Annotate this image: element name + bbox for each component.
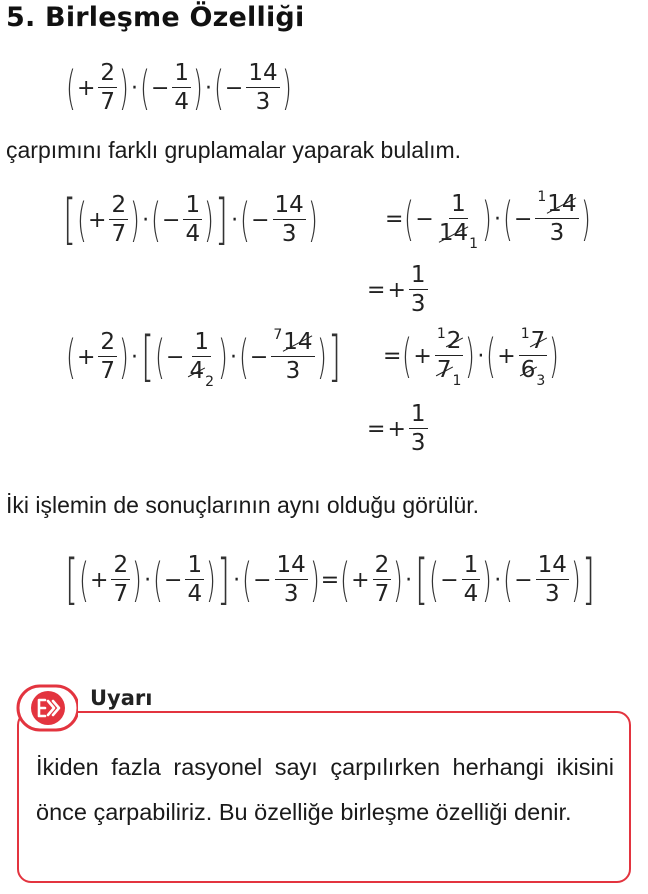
warning-text: İkiden fazla rasyonel sayı çarpılırken herhangi ikisini önce çarpabiliriz. Bu özelliğe birleşme özelliği denir. <box>36 754 614 825</box>
grouping-2-left: ( + $\frac{2}{7}$ ) · [ ( − $\frac{1}{4_2}$ ) · ( − $\frac{^714}{3}$ ) ] <box>66 325 341 390</box>
fraction: $\frac{1}{4}$ <box>174 60 190 115</box>
main-expression: ( + $\frac{2}{7}$ ) · ( − $\frac{1}{4}$ ) · ( − $\frac{14}{3}$ ) <box>66 60 292 115</box>
result-1: = + $\frac{1}{3}$ <box>367 262 426 317</box>
paragraph-intro: çarpımını farklı gruplamalar yaparak bulalım. <box>6 137 462 163</box>
grouping-2-right: = ( + $\frac{^12}{7_1}$ ) · ( + $\frac{^17}{6_3}$ ) <box>383 326 560 389</box>
arrow-right-badge-icon <box>12 680 78 736</box>
result-2: = + $\frac{1}{3}$ <box>367 401 426 456</box>
fraction: $\frac{2}{7}$ <box>100 60 116 115</box>
grouping-1-right: = ( − $\frac{1}{14_1}$ ) · ( − $\frac{^114}{3}$ ) <box>385 189 591 252</box>
final-equation: [ ( + $\frac{2}{7}$ ) · ( − $\frac{1}{4}$ ) ] · ( − $\frac{14}{3}$ ) = ( + $\frac{2}{7}$ ) · [ ( − $\frac{1}{4}$ ) · ( − $\frac{14}{3}$ ) ] <box>65 548 595 611</box>
warning-title: Uyarı <box>90 686 153 710</box>
fraction: $\frac{14}{3}$ <box>248 60 278 115</box>
grouping-1-left: [ ( + $\frac{2}{7}$ ) · ( − $\frac{1}{4}$ ) ] · ( − $\frac{14}{3}$ ) <box>63 188 318 251</box>
paragraph-conclusion: İki işlemin de sonuçlarının aynı olduğu görülür. <box>6 492 480 518</box>
section-title: 5. Birleşme Özelliği <box>6 2 305 33</box>
